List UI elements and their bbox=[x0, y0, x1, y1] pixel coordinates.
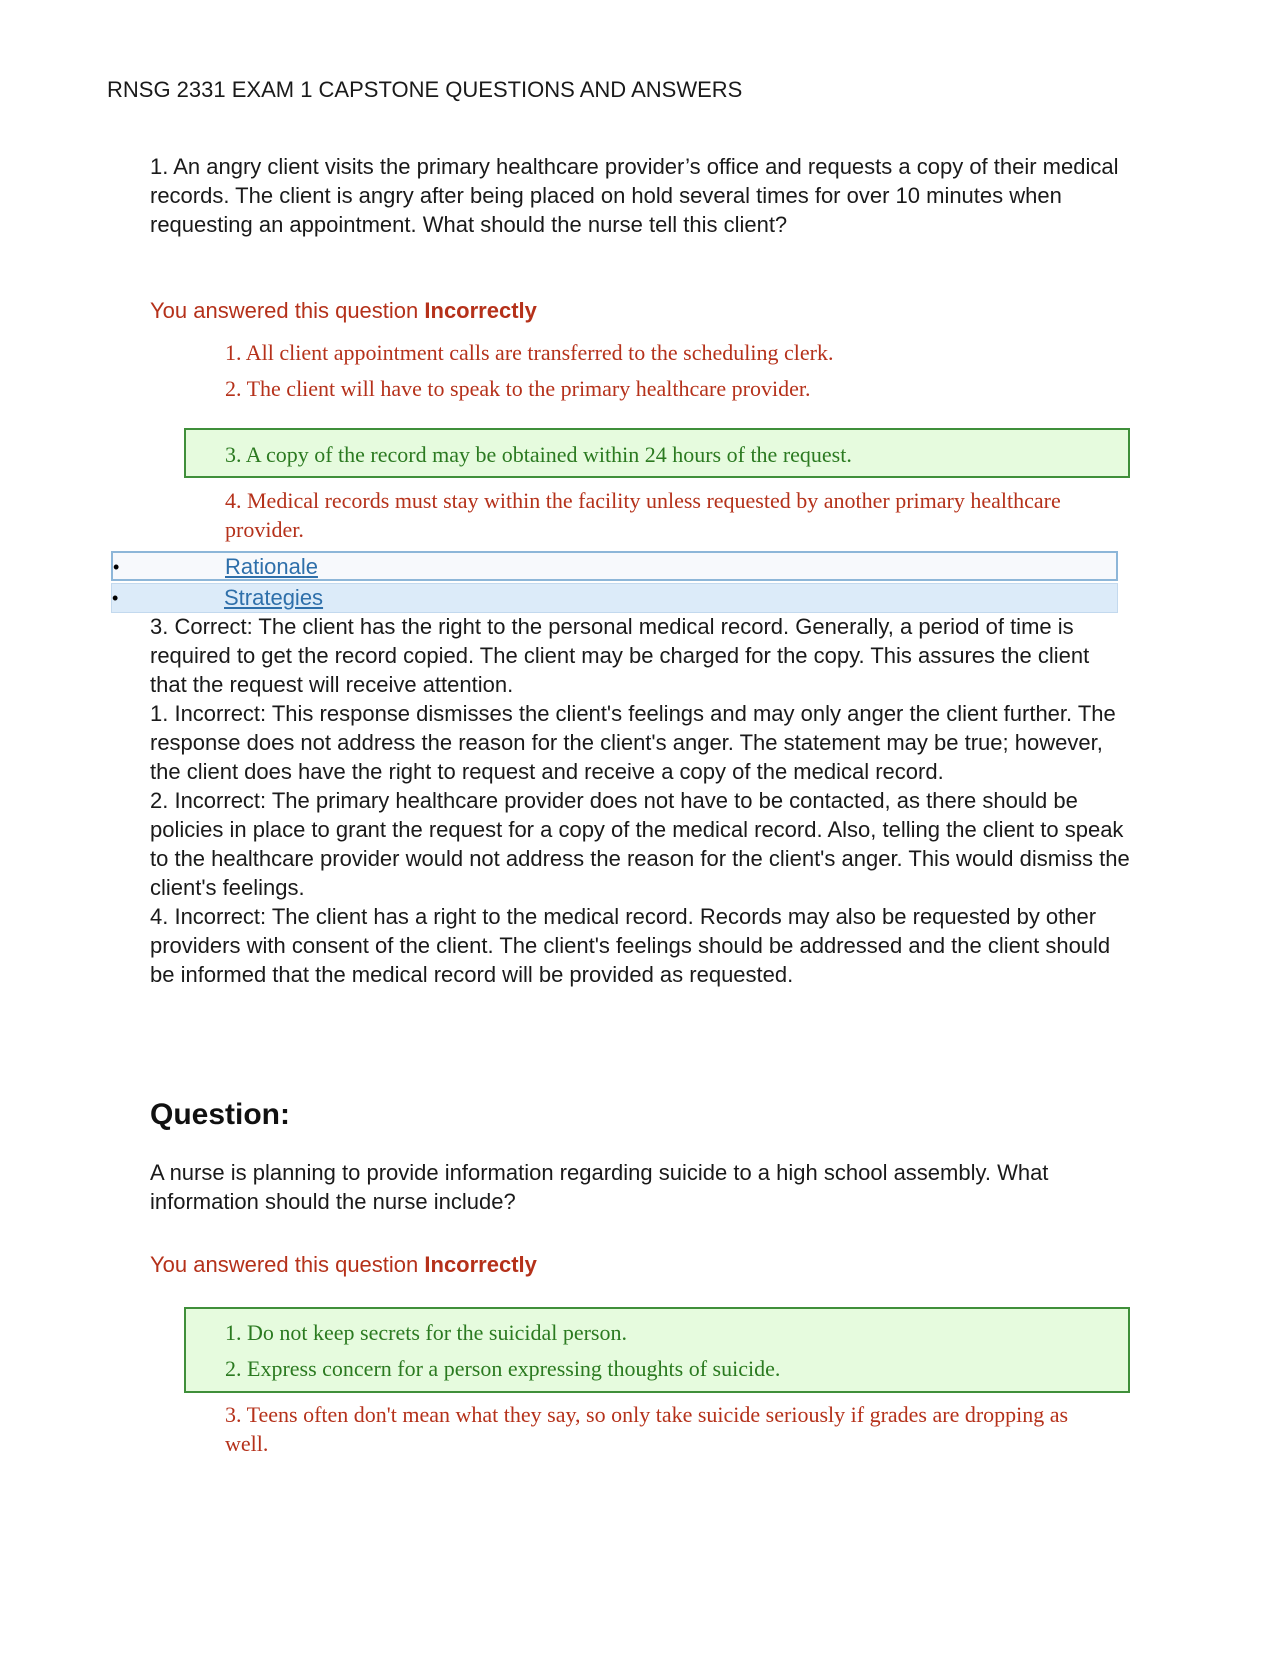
answer-status-prefix: You answered this question bbox=[150, 1252, 425, 1277]
tab-rationale[interactable] bbox=[111, 551, 1118, 581]
q1-option-1: 1. All client appointment calls are transferred to the scheduling clerk. bbox=[225, 340, 834, 365]
q1-option-4: 4. Medical records must stay within the facility unless requested by another primary healthcare provider. bbox=[225, 488, 1061, 542]
bullet-icon: • bbox=[112, 588, 119, 608]
bullet-icon: • bbox=[113, 557, 120, 577]
rationale-text bbox=[150, 612, 1130, 989]
answer-status-prefix: You answered this question bbox=[150, 298, 425, 323]
document-title: RNSG 2331 EXAM 1 CAPSTONE QUESTIONS AND ANSWERS bbox=[107, 77, 743, 102]
q1-option-3: 3. A copy of the record may be obtained within 24 hours of the request. bbox=[225, 442, 852, 467]
question-heading: Question: bbox=[150, 1098, 290, 1131]
answer-status-result: Incorrectly bbox=[424, 298, 537, 323]
rationale-link[interactable]: Rationale bbox=[225, 554, 318, 579]
q1-option-2: 2. The client will have to speak to the primary healthcare provider. bbox=[225, 376, 811, 401]
rationale-item: 3. Correct: The client has the right to the personal medical record. Generally, a period of time is required to get the record copied. The client may be charged for the copy. This assures the client that the request will receive attention. bbox=[150, 614, 1090, 697]
rationale-item: 1. Incorrect: This response dismisses the client's feelings and may only anger the client further. The response does not address the reason for the client's anger. The statement may be true; however, the client does have the right to request and receive a copy of the medical record. bbox=[150, 701, 1116, 784]
answer-status bbox=[150, 297, 537, 325]
rationale-item: 2. Incorrect: The primary healthcare provider does not have to be contacted, as there should be policies in place to grant the request for a copy of the medical record. Also, telling the client to speak to the healthcare provider would not address the reason for the client's anger. This would dismiss the client's feelings. bbox=[150, 788, 1130, 900]
answer-status-result: Incorrectly bbox=[424, 1252, 537, 1277]
tab-strategies[interactable] bbox=[111, 583, 1118, 613]
q2-option-1: 1. Do not keep secrets for the suicidal person. bbox=[225, 1320, 627, 1345]
q2-option-2: 2. Express concern for a person expressing thoughts of suicide. bbox=[225, 1356, 781, 1381]
question-2-text: A nurse is planning to provide information regarding suicide to a high school assembly. What information should the nurse include? bbox=[150, 1160, 1049, 1214]
question-1-text: 1. An angry client visits the primary healthcare provider’s office and requests a copy of their medical records. The client is angry after being placed on hold several times for over 10 minutes when requesting an appointment. What should the nurse tell this client? bbox=[150, 154, 1119, 237]
answer-status bbox=[150, 1251, 537, 1279]
q2-option-3: 3. Teens often don't mean what they say, so only take suicide seriously if grades are dropping as well. bbox=[225, 1402, 1069, 1456]
rationale-item: 4. Incorrect: The client has a right to the medical record. Records may also be requested by other providers with consent of the client. The client's feelings should be addressed and the client should be informed that the medical record will be provided as requested. bbox=[150, 904, 1111, 987]
strategies-link[interactable]: Strategies bbox=[224, 585, 324, 610]
